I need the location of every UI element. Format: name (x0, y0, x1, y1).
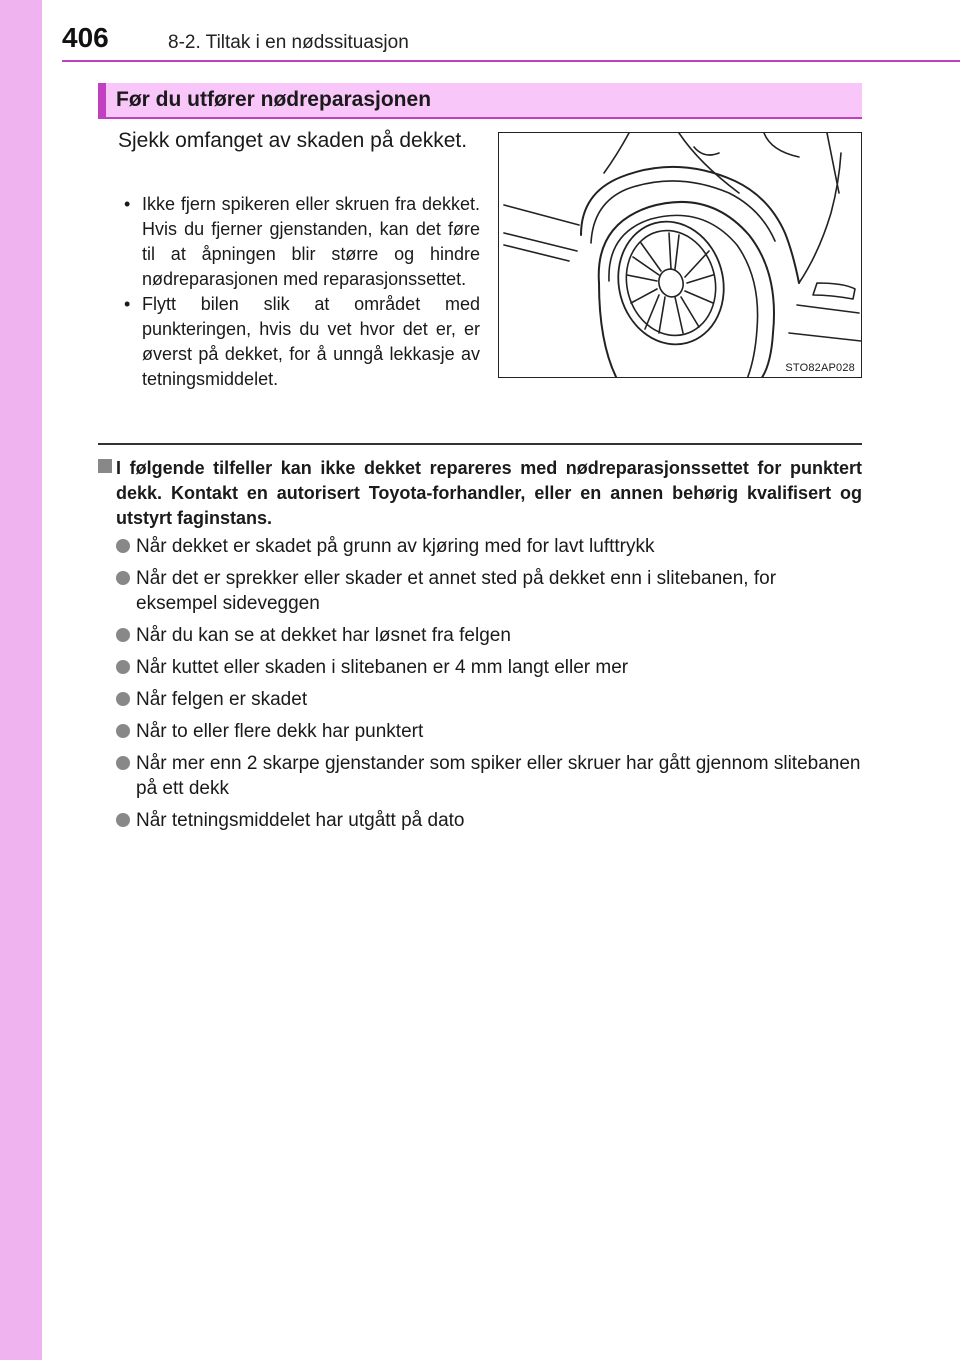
condition-text: Når tetningsmiddelet har utgått på dato (136, 810, 465, 831)
banner-title: Før du utfører nødreparasjonen (116, 88, 432, 111)
list-item (116, 655, 862, 680)
list-item (116, 808, 862, 833)
step-notes (118, 192, 480, 392)
list-item (116, 566, 862, 616)
condition-text: Når dekket er skadet på grunn av kjøring med for lavt lufttrykk (136, 536, 655, 557)
circle-bullet-icon (116, 571, 130, 585)
note-bullet: • (124, 294, 131, 314)
condition-text: Når kuttet eller skaden i slitebanen er 4 mm langt eller mer (136, 657, 629, 678)
condition-text: Når mer enn 2 skarpe gjenstander som spiker eller skruer har gått gjennom slitebanen på ett dekk (136, 753, 861, 799)
circle-bullet-icon (116, 660, 130, 674)
square-bullet-icon (98, 459, 112, 473)
circle-bullet-icon (116, 756, 130, 770)
circle-bullet-icon (116, 539, 130, 553)
note-item (118, 292, 480, 392)
header-rule (62, 60, 960, 62)
condition-text: Når to eller flere dekk har punktert (136, 721, 424, 742)
note-text: Ikke fjern spikeren eller skruen fra dekket. Hvis du fjerner gjenstanden, kan det føre til at åpningen blir større og hindre nødreparasjonen med reparasjonssettet. (142, 194, 480, 289)
step-instruction: Sjekk omfanget av skaden på dekket. (118, 129, 468, 152)
note-bullet: • (124, 194, 131, 214)
list-item (116, 687, 862, 712)
conditions-heading (98, 456, 862, 531)
page-header (62, 22, 960, 66)
note-item (118, 192, 480, 292)
circle-bullet-icon (116, 628, 130, 642)
list-item (116, 719, 862, 744)
condition-text: Når det er sprekker eller skader et annet sted på dekket enn i slitebanen, for eksempel sideveggen (136, 568, 777, 614)
flat-tire-figure (498, 132, 862, 378)
circle-bullet-icon (116, 813, 130, 827)
condition-text: Når felgen er skadet (136, 689, 308, 710)
list-item (116, 623, 862, 648)
section-title: 8-2. Tiltak i en nødssituasjon (168, 32, 409, 53)
note-text: Flytt bilen slik at området med punkteringen, hvis du vet hvor det er, er øverst på dekket, for å unngå lekkasje av tetningsmiddelet. (142, 294, 480, 389)
side-color-strip (0, 0, 42, 1360)
condition-text: Når du kan se at dekket har løsnet fra felgen (136, 625, 511, 646)
circle-bullet-icon (116, 724, 130, 738)
flat-tire-illustration-icon (499, 133, 862, 378)
list-item (116, 751, 862, 801)
section-divider (98, 443, 862, 445)
figure-code: STO82AP028 (785, 362, 855, 374)
procedure-banner (98, 83, 862, 119)
conditions-heading-text: I følgende tilfeller kan ikke dekket repareres med nødreparasjonssettet for punktert dekk. Kontakt en autorisert Toyota-forhandler, eller en annen behørig kvalifisert og utstyrt faginstans. (116, 458, 862, 528)
list-item (116, 534, 862, 559)
page-number: 406 (62, 22, 109, 53)
conditions-list (116, 534, 862, 840)
circle-bullet-icon (116, 692, 130, 706)
